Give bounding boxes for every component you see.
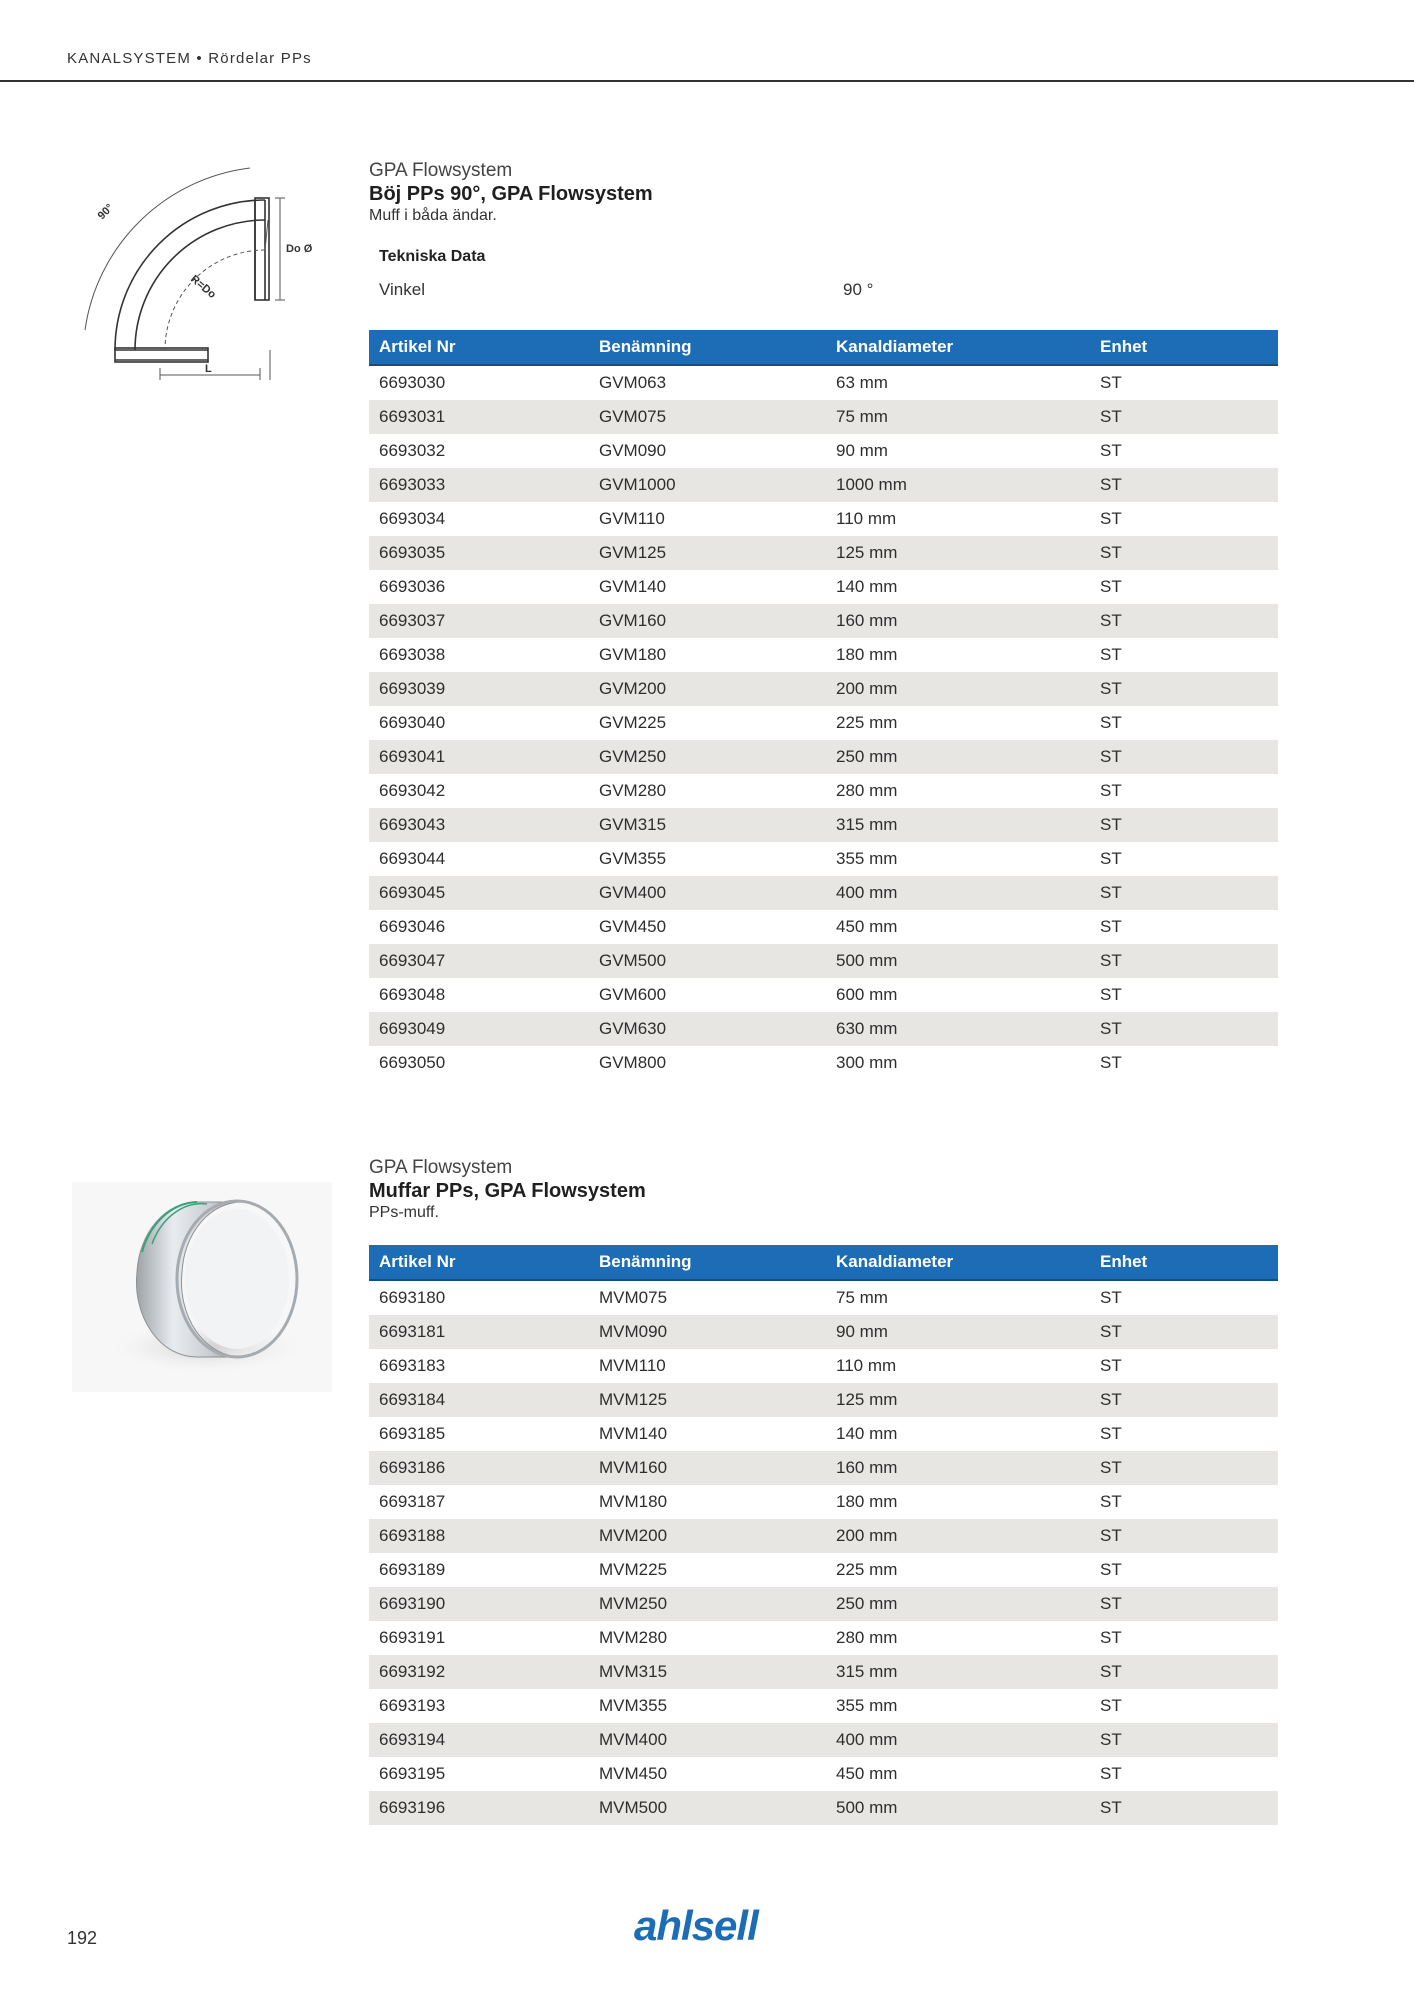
duct-diameter-cell: 63 mm [836,373,888,392]
table-row [369,1417,1278,1451]
unit-cell: ST [1100,849,1122,868]
duct-diameter-cell: 140 mm [836,577,898,596]
article-number-cell: 6693039 [369,672,589,706]
article-number-cell: 6693038 [379,645,446,664]
designation-cell: GVM160 [589,604,826,638]
unit-cell: ST [1090,740,1278,774]
section-subtitle: Muff i båda ändar. [369,207,497,224]
duct-diameter-cell: 400 mm [826,1723,1090,1757]
designation-cell: GVM200 [589,672,826,706]
unit-cell: ST [1100,917,1122,936]
article-number-cell: 6693036 [379,577,446,596]
unit-cell: ST [1100,373,1122,392]
duct-diameter-cell: 110 mm [836,509,897,528]
table-row [369,638,1278,672]
column-header: Artikel Nr [369,330,589,365]
table-row [369,1012,1278,1046]
elbow-section [369,160,1278,1080]
article-number-cell: 6693045 [369,876,589,910]
table-row [369,842,1278,876]
designation-cell: MVM355 [599,1696,668,1715]
designation-cell: GVM110 [599,509,665,528]
section-subtitle: PPs-muff. [369,1204,439,1221]
duct-diameter-cell: 110 mm [836,1356,897,1375]
designation-cell: MVM180 [599,1492,668,1511]
duct-diameter-cell: 160 mm [826,1451,1090,1485]
table-row [369,400,1278,434]
table-row [369,468,1278,502]
table-row [369,1723,1278,1757]
duct-diameter-cell: 180 mm [836,1492,898,1511]
designation-cell: MVM110 [599,1356,666,1375]
unit-cell: ST [1100,781,1122,800]
designation-cell: MVM400 [589,1723,826,1757]
article-number-cell: 6693050 [379,1053,446,1072]
unit-cell: ST [1100,1696,1122,1715]
technical-data [369,238,1278,306]
table-row [369,365,1278,400]
unit-cell: ST [1090,1791,1278,1825]
unit-cell: ST [1100,1492,1122,1511]
designation-cell: MVM315 [589,1655,826,1689]
article-number-cell: 6693030 [379,373,446,392]
unit-cell: ST [1100,1560,1122,1579]
designation-cell: MVM160 [589,1451,826,1485]
table-header-row [369,1245,1278,1280]
duct-diameter-cell: 400 mm [826,876,1090,910]
table-row [369,1621,1278,1655]
article-number-cell: 6693048 [379,985,446,1004]
unit-cell: ST [1090,944,1278,978]
table-row [369,570,1278,604]
table-row [369,944,1278,978]
column-header: Benämning [589,1245,826,1280]
unit-cell: ST [1100,713,1122,732]
article-number-cell: 6693032 [379,441,446,460]
designation-cell: MVM125 [589,1383,826,1417]
unit-cell: ST [1090,1315,1278,1349]
technical-data-value: 90 ° [843,280,874,299]
unit-cell: ST [1090,1723,1278,1757]
article-number-cell: 6693183 [379,1356,446,1375]
duct-diameter-cell: 75 mm [836,1288,888,1307]
duct-diameter-cell: 180 mm [836,645,898,664]
duct-diameter-cell: 200 mm [826,1519,1090,1553]
article-number-cell: 6693188 [369,1519,589,1553]
duct-diameter-cell: 90 mm [836,441,888,460]
table-row [369,502,1278,536]
elbow-product-table [369,330,1278,1080]
article-number-cell: 6693037 [369,604,589,638]
article-number-cell: 6693046 [379,917,446,936]
designation-cell: GVM090 [599,441,667,460]
table-row [369,1689,1278,1723]
coupling-photo [72,1182,332,1392]
column-header: Enhet [1090,1245,1278,1280]
article-number-cell: 6693047 [369,944,589,978]
header-divider [0,80,1414,82]
table-row [369,1315,1278,1349]
designation-cell: GVM600 [599,985,667,1004]
breadcrumb: KANALSYSTEM • Rördelar PPs [67,50,312,67]
designation-cell: MVM140 [599,1424,668,1443]
article-number-cell: 6693193 [379,1696,446,1715]
article-number-cell: 6693189 [379,1560,446,1579]
unit-cell: ST [1100,645,1122,664]
article-number-cell: 6693186 [369,1451,589,1485]
duct-diameter-cell: 250 mm [826,1587,1090,1621]
section-brand: GPA Flowsystem [369,160,513,181]
ahlsell-logo: ahlsell [634,1902,758,1949]
table-row [369,876,1278,910]
designation-cell: MVM280 [599,1628,668,1647]
duct-diameter-cell: 225 mm [836,1560,898,1579]
designation-cell: GVM1000 [589,468,826,502]
unit-cell: ST [1090,1655,1278,1689]
designation-cell: GVM800 [599,1053,667,1072]
table-row [369,740,1278,774]
table-header-row [369,330,1278,365]
article-number-cell: 6693042 [379,781,446,800]
designation-cell: GVM140 [599,577,667,596]
designation-cell: MVM200 [589,1519,826,1553]
duct-diameter-cell: 450 mm [836,917,898,936]
table-body [369,1280,1278,1825]
duct-diameter-cell: 280 mm [836,781,898,800]
column-header: Benämning [589,330,826,365]
unit-cell: ST [1100,1424,1122,1443]
coupling-product-table [369,1245,1278,1825]
designation-cell: GVM225 [599,713,667,732]
table-row [369,1383,1278,1417]
article-number-cell: 6693192 [369,1655,589,1689]
article-number-cell: 6693034 [379,509,446,528]
duct-diameter-cell: 90 mm [826,1315,1090,1349]
duct-diameter-cell: 600 mm [836,985,898,1004]
duct-diameter-cell: 140 mm [836,1424,898,1443]
table-row [369,706,1278,740]
unit-cell: ST [1090,672,1278,706]
unit-cell: ST [1100,441,1122,460]
duct-diameter-cell: 1000 mm [826,468,1090,502]
table-row [369,1046,1278,1080]
duct-diameter-cell: 160 mm [826,604,1090,638]
designation-cell: MVM250 [589,1587,826,1621]
diagram-diameter-label: Do Ø [286,243,313,255]
duct-diameter-cell: 280 mm [836,1628,898,1647]
section-brand: GPA Flowsystem [369,1157,513,1178]
article-number-cell: 6693187 [379,1492,446,1511]
unit-cell: ST [1090,1519,1278,1553]
designation-cell: GVM315 [589,808,826,842]
duct-diameter-cell: 355 mm [836,1696,898,1715]
table-row [369,1280,1278,1315]
article-number-cell: 6693049 [369,1012,589,1046]
article-number-cell: 6693035 [369,536,589,570]
column-header: Enhet [1090,330,1278,365]
column-header: Artikel Nr [369,1245,589,1280]
article-number-cell: 6693033 [369,468,589,502]
unit-cell: ST [1100,1764,1122,1783]
table-body [369,365,1278,1080]
duct-diameter-cell: 315 mm [826,808,1090,842]
designation-cell: GVM630 [589,1012,826,1046]
article-number-cell: 6693191 [379,1628,446,1647]
table-row [369,434,1278,468]
section-title: Muffar PPs, GPA Flowsystem [369,1180,646,1202]
table-row [369,1519,1278,1553]
table-row [369,604,1278,638]
designation-cell: GVM250 [589,740,826,774]
unit-cell: ST [1100,509,1122,528]
duct-diameter-cell: 630 mm [826,1012,1090,1046]
table-row [369,1791,1278,1825]
column-header: Kanaldiameter [826,1245,1090,1280]
article-number-cell: 6693181 [369,1315,589,1349]
diagram-radius-label: R=Do [188,273,219,301]
technical-data-heading: Tekniska Data [379,248,486,265]
designation-cell: GVM500 [589,944,826,978]
duct-diameter-cell: 75 mm [826,400,1090,434]
table-row [369,808,1278,842]
unit-cell: ST [1090,1383,1278,1417]
coupling-section [369,1157,1278,1825]
designation-cell: MVM075 [599,1288,668,1307]
designation-cell: GVM355 [599,849,667,868]
article-number-cell: 6693043 [369,808,589,842]
article-number-cell: 6693184 [369,1383,589,1417]
table-row [369,1757,1278,1791]
unit-cell: ST [1090,400,1278,434]
article-number-cell: 6693185 [379,1424,446,1443]
duct-diameter-cell: 225 mm [836,713,898,732]
designation-cell: MVM225 [599,1560,668,1579]
unit-cell: ST [1090,1587,1278,1621]
designation-cell: GVM450 [599,917,667,936]
unit-cell: ST [1090,468,1278,502]
table-row [369,1655,1278,1689]
designation-cell: GVM400 [589,876,826,910]
duct-diameter-cell: 500 mm [826,944,1090,978]
table-row [369,536,1278,570]
designation-cell: GVM125 [589,536,826,570]
article-number-cell: 6693196 [369,1791,589,1825]
page-number: 192 [67,1928,98,1948]
unit-cell: ST [1100,1356,1122,1375]
duct-diameter-cell: 200 mm [826,672,1090,706]
designation-cell: GVM180 [599,645,667,664]
table-row [369,1451,1278,1485]
article-number-cell: 6693180 [379,1288,446,1307]
table-row [369,1349,1278,1383]
table-row [369,978,1278,1012]
unit-cell: ST [1090,808,1278,842]
article-number-cell: 6693044 [379,849,446,868]
unit-cell: ST [1090,604,1278,638]
elbow-diagram [80,160,320,380]
table-row [369,672,1278,706]
duct-diameter-cell: 450 mm [836,1764,898,1783]
table-row [369,1485,1278,1519]
unit-cell: ST [1100,1628,1122,1647]
unit-cell: ST [1100,1288,1122,1307]
unit-cell: ST [1090,1012,1278,1046]
designation-cell: GVM063 [599,373,667,392]
designation-cell: MVM500 [589,1791,826,1825]
duct-diameter-cell: 355 mm [836,849,898,868]
table-row [369,910,1278,944]
duct-diameter-cell: 250 mm [826,740,1090,774]
unit-cell: ST [1100,577,1122,596]
article-number-cell: 6693195 [379,1764,446,1783]
unit-cell: ST [1100,985,1122,1004]
section-title: Böj PPs 90°, GPA Flowsystem [369,183,653,205]
unit-cell: ST [1090,1451,1278,1485]
duct-diameter-cell: 125 mm [826,536,1090,570]
unit-cell: ST [1090,876,1278,910]
duct-diameter-cell: 125 mm [826,1383,1090,1417]
duct-diameter-cell: 500 mm [826,1791,1090,1825]
table-row [369,1587,1278,1621]
table-row [369,1553,1278,1587]
article-number-cell: 6693041 [369,740,589,774]
designation-cell: GVM075 [589,400,826,434]
designation-cell: MVM450 [599,1764,668,1783]
column-header: Kanaldiameter [826,330,1090,365]
designation-cell: MVM090 [589,1315,826,1349]
duct-diameter-cell: 315 mm [826,1655,1090,1689]
designation-cell: GVM280 [599,781,667,800]
duct-diameter-cell: 300 mm [836,1053,898,1072]
technical-data-row [369,274,1278,306]
diagram-length-label: L [205,363,212,375]
article-number-cell: 6693190 [369,1587,589,1621]
diagram-angle-label: 90° [95,201,116,223]
article-number-cell: 6693040 [379,713,446,732]
article-number-cell: 6693031 [369,400,589,434]
unit-cell: ST [1090,536,1278,570]
unit-cell: ST [1100,1053,1122,1072]
article-number-cell: 6693194 [369,1723,589,1757]
table-row [369,774,1278,808]
technical-data-label: Vinkel [379,280,425,299]
